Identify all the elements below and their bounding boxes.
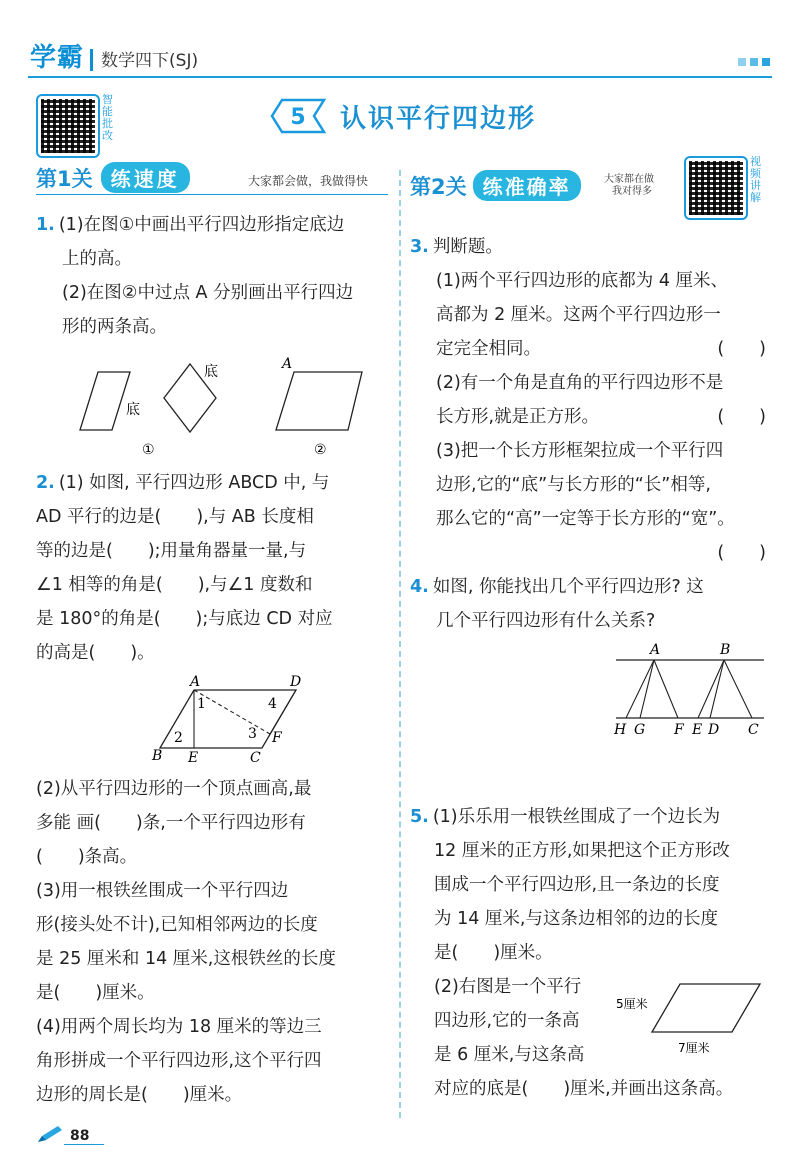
question-2: 2. (1) 如图, 平行四边形 ABCD 中, 与 AD 平行的边是( ),与 AB 长度相 等的边是( );用量角器量一量,与 ∠1 相等的角是( ),与∠1 度数和 是 180°的角是( );与底边 CD 对应 的高是( )。 [36, 473, 333, 663]
section2-header [410, 170, 581, 201]
svg-text:3: 3 [248, 726, 257, 742]
qr-block-left[interactable] [36, 94, 116, 158]
figure-2-caption: ② [314, 442, 327, 458]
section1-badge: 练速度 [101, 162, 190, 193]
qr-code-icon[interactable] [684, 156, 748, 220]
qr-label: 视频讲解 [750, 155, 761, 204]
q4-figure-parallel-lines [610, 640, 770, 744]
pencil-icon [36, 1124, 66, 1146]
column-divider [399, 170, 401, 1118]
svg-text:1: 1 [197, 696, 206, 712]
q2-figure-abcd [150, 674, 320, 766]
question-4: 4. 如图, 你能找出几个平行四边形? 这 几个平行四边形有什么关系? [410, 577, 704, 631]
logo-divider [90, 49, 93, 71]
svg-text:E: E [188, 750, 199, 766]
question-5: 5. (1)乐乐用一根铁丝围成了一个边长为 12 厘米的正方形,如果把这个正方形改 围成一个平行四边形,且一条边的长度 为 14 厘米,与这条边相邻的边的长度 是( )厘米。 (2)右图是一个平行 四边形,它的一条高 是 6 厘米,与这条高 对应的底是( )厘米,并画出这条高。 [410, 807, 734, 1099]
footer-rule [64, 1144, 104, 1145]
svg-text:B: B [152, 748, 163, 764]
section1-note: 大家都会做，我做得快 [248, 174, 369, 188]
section1-title: 第1关 [36, 166, 93, 191]
svg-text:A: A [190, 674, 201, 690]
svg-text:H: H [614, 722, 627, 738]
fig1b-base-label: 底 [204, 364, 218, 380]
lesson-header [268, 96, 536, 136]
svg-text:B: B [720, 642, 731, 658]
svg-text:4: 4 [268, 696, 277, 712]
q1-figures [70, 350, 370, 460]
q5-figure-parallelogram [612, 976, 768, 1060]
svg-text:C: C [250, 750, 261, 766]
svg-text:D: D [290, 674, 302, 690]
header-logo [30, 44, 198, 74]
svg-text:C: C [748, 722, 759, 738]
svg-text:2: 2 [174, 730, 183, 746]
section1-header [36, 162, 190, 193]
svg-text:G: G [634, 722, 646, 738]
question-3: 3. 判断题。 (1)两个平行四边形的底都为 4 厘米、 高都为 2 厘米。这两个平行四边形一 定完全相同。 ( ) (2)有一个角是直角的平行四边形不是 长方形,就是正方形。 ( ) (3)把一个长方形框架拉成一个平行四 边形,它的“底”与长方形的“长”相等, 那么它的“高”一定等于长方形的“宽”。 ( ) [410, 230, 766, 570]
section2-badge: 练准确率 [473, 170, 581, 201]
lesson-number-frame-icon [268, 96, 328, 136]
figure-1-caption: ① [142, 442, 155, 458]
lesson-number: 5 [290, 105, 306, 130]
logo: 学霸 [30, 43, 85, 73]
parallelogram-1 [80, 372, 130, 430]
svg-text:D: D [708, 722, 720, 738]
header-rule [28, 76, 772, 78]
qr-block-right[interactable] [684, 156, 764, 220]
page-number: 88 [70, 1128, 90, 1144]
svg-text:E: E [692, 722, 703, 738]
header-decoration [738, 58, 770, 66]
book-title: 数学四下(SJ) [101, 51, 199, 71]
section2-note: 大家都在做 我对得多 [604, 174, 654, 197]
qr-label: 智能批改 [102, 93, 113, 142]
svg-text:5厘米: 5厘米 [616, 997, 648, 1011]
answer-blank[interactable]: ( ) [717, 339, 766, 359]
lesson-title: 认识平行四边形 [340, 103, 537, 134]
section2-title: 第2关 [410, 174, 467, 199]
point-A-label: A [282, 356, 293, 372]
section1-rule [36, 194, 388, 195]
answer-blank[interactable]: ( ) [717, 407, 766, 427]
answer-blank[interactable]: ( ) [717, 543, 766, 563]
svg-text:7厘米: 7厘米 [678, 1041, 710, 1055]
svg-text:F: F [674, 722, 684, 738]
svg-text:A: A [650, 642, 661, 658]
question-2-parts: (2)从平行四边形的一个顶点画高,最 多能 画( )条,一个平行四边形有 ( )条高。 (3)用一根铁丝围成一个平行四边 形(接头处不计),已知相邻两边的长度 是 25 厘米和 14 厘米,这根铁丝的长度 是( )厘米。 (4)用两个周长均为 18 厘米的等边三 角形拼成一个平行四边形,这个平行四 边形的周长是( )厘米。 [36, 779, 336, 1105]
fig1-base-label: 底 [126, 402, 140, 418]
question-1: 1. (1)在图①中画出平行四边形指定底边 上的高。 (2)在图②中过点 A 分别画出平行四边 形的两条高。 [36, 215, 354, 337]
parallelogram-2 [276, 372, 362, 430]
svg-text:F: F [272, 730, 282, 746]
qr-code-icon[interactable] [36, 94, 100, 158]
